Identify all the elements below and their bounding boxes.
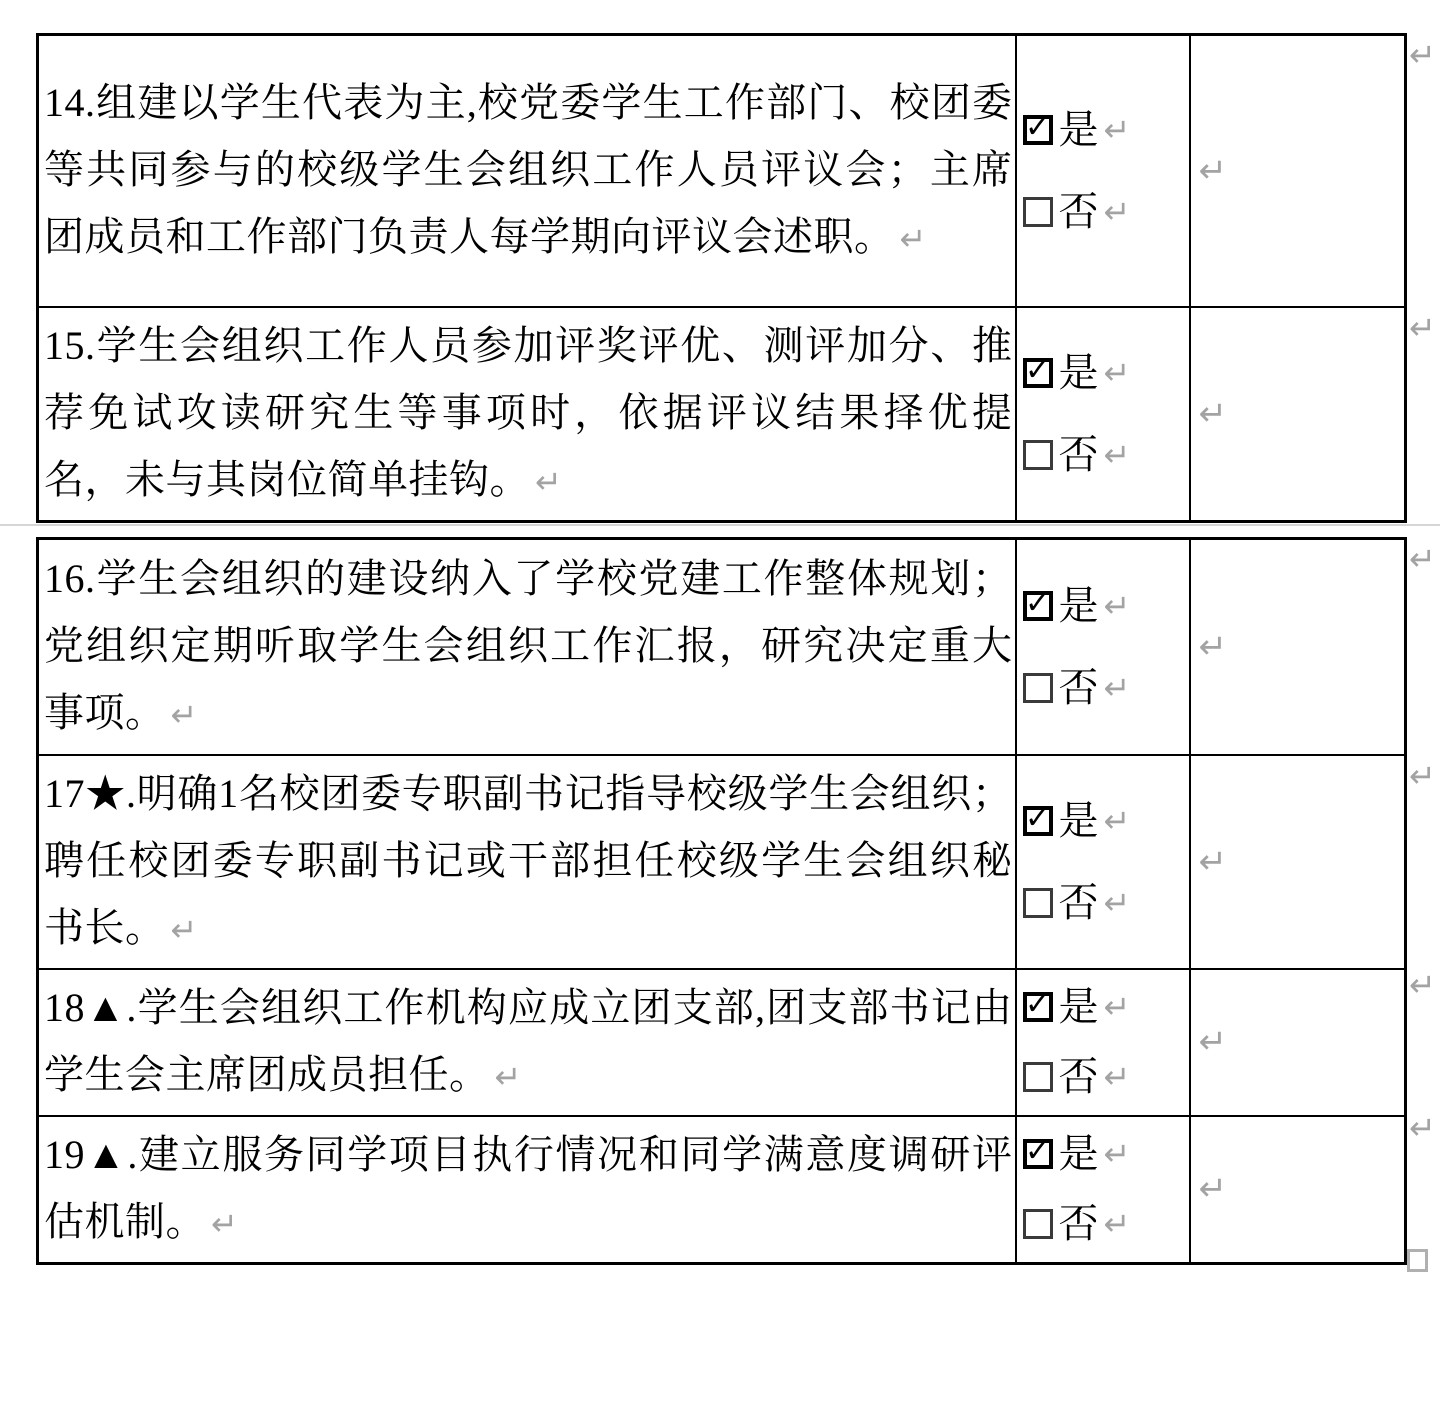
no-checkbox[interactable] [1023, 673, 1053, 703]
no-option [1023, 1055, 1189, 1099]
paragraph-mark-icon: ↵ [1103, 1135, 1131, 1173]
answer-cell-16 [1016, 539, 1190, 755]
check-mark-icon: ✓ [1024, 800, 1051, 836]
yes-label: 是 [1058, 582, 1099, 628]
paragraph-mark-icon: ↵ [535, 462, 562, 501]
answer-cell-14 [1016, 35, 1190, 307]
check-mark-icon: ✓ [1024, 1134, 1051, 1169]
notes-cell-15 [1190, 307, 1406, 522]
paragraph-mark-icon: ↵ [1103, 1058, 1131, 1096]
question-text: 19▲.建立服务同学项目执行情况和同学满意度调研评估机制。 [44, 1131, 1013, 1244]
answer-cell-18 [1016, 969, 1190, 1116]
yes-label: 是 [1058, 349, 1099, 395]
paragraph-mark-icon: ↵ [211, 1204, 238, 1243]
checklist-table-1 [36, 33, 1407, 523]
answer-cell-19 [1016, 1116, 1190, 1264]
question-text: 17★.明确1名校团委专职副书记指导校级学生会组织；聘任校团委专职副书记或干部担任校级学生会组织秘书长。 [44, 770, 1013, 950]
check-mark-icon: ✓ [1024, 987, 1051, 1022]
yes-option [1023, 108, 1189, 152]
paragraph-mark-icon: ↵ [1198, 841, 1227, 882]
paragraph-mark-icon: ↵ [1103, 586, 1131, 625]
yes-option [1023, 799, 1189, 843]
paragraph-mark-icon: ↵ [1103, 1205, 1131, 1243]
no-label: 否 [1058, 664, 1099, 710]
yes-option [1023, 351, 1189, 395]
yes-label: 是 [1058, 1131, 1099, 1176]
table-row-15 [38, 307, 1406, 522]
paragraph-mark-icon: ↵ [1198, 1022, 1227, 1062]
no-checkbox[interactable] [1023, 197, 1053, 227]
no-option [1023, 666, 1189, 710]
notes-cell-18 [1190, 969, 1406, 1116]
paragraph-mark-icon: ↵ [1103, 801, 1131, 840]
no-checkbox[interactable] [1023, 440, 1053, 470]
yes-label: 是 [1058, 797, 1099, 843]
answer-cell-15 [1016, 307, 1190, 522]
yes-label: 是 [1058, 984, 1099, 1029]
no-checkbox[interactable] [1023, 888, 1053, 918]
notes-cell-16 [1190, 539, 1406, 755]
no-label: 否 [1058, 1201, 1099, 1246]
paragraph-mark-icon: ↵ [1103, 668, 1131, 707]
row-end-mark-icon: ↵ [1409, 757, 1436, 795]
yes-label: 是 [1058, 106, 1099, 152]
table-row-19 [38, 1116, 1406, 1264]
notes-cell-19 [1190, 1116, 1406, 1264]
yes-checkbox[interactable] [1023, 585, 1053, 621]
paragraph-mark-icon: ↵ [494, 1057, 522, 1096]
no-checkbox[interactable] [1023, 1062, 1053, 1092]
answer-cell-17 [1016, 755, 1190, 969]
paragraph-mark-icon: ↵ [170, 910, 198, 949]
table-row-18 [38, 969, 1406, 1116]
question-text: 14.组建以学生代表为主,校党委学生工作部门、校团委等共同参与的校级学生会组织工作人员评议会；主席团成员和工作部门负责人每学期向评议会述职。 [44, 79, 1013, 259]
row-end-mark-icon: ↵ [1409, 1109, 1436, 1147]
paragraph-mark-icon: ↵ [1103, 988, 1131, 1026]
yes-checkbox[interactable] [1023, 109, 1053, 145]
paragraph-mark-icon: ↵ [1103, 192, 1131, 231]
paragraph-mark-icon: ↵ [170, 695, 198, 734]
question-cell-18 [38, 969, 1016, 1116]
yes-checkbox[interactable] [1023, 1134, 1053, 1169]
notes-cell-17 [1190, 755, 1406, 969]
row-end-mark-icon: ↵ [1409, 36, 1436, 74]
no-option [1023, 433, 1189, 477]
table-row-17 [38, 755, 1406, 969]
yes-checkbox[interactable] [1023, 352, 1053, 388]
question-cell-17 [38, 755, 1016, 969]
no-option [1023, 190, 1189, 234]
no-option [1023, 1202, 1189, 1246]
question-cell-19 [38, 1116, 1016, 1264]
no-label: 否 [1058, 431, 1099, 477]
yes-option [1023, 985, 1189, 1029]
no-label: 否 [1058, 1054, 1099, 1099]
question-cell-16 [38, 539, 1016, 755]
question-cell-15 [38, 307, 1016, 522]
paragraph-mark-icon: ↵ [1198, 626, 1227, 667]
paragraph-mark-icon: ↵ [1103, 883, 1131, 922]
question-text: 18▲.学生会组织工作机构应成立团支部,团支部书记由学生会主席团成员担任。 [44, 984, 1013, 1097]
paragraph-mark-icon: ↵ [899, 219, 927, 258]
yes-checkbox[interactable] [1023, 800, 1053, 836]
notes-cell-14 [1190, 35, 1406, 307]
question-text: 16.学生会组织的建设纳入了学校党建工作整体规划；党组织定期听取学生会组织工作汇报，研究决定重大事项。 [44, 555, 1013, 735]
question-cell-14 [38, 35, 1016, 307]
check-mark-icon: ✓ [1024, 109, 1051, 145]
paragraph-mark-icon: ↵ [1103, 353, 1131, 392]
no-option [1023, 881, 1189, 925]
page-break-divider [0, 524, 1440, 526]
row-end-mark-icon: ↵ [1409, 966, 1436, 1004]
yes-option [1023, 1132, 1189, 1176]
paragraph-mark-icon: ↵ [1198, 150, 1227, 191]
yes-checkbox[interactable] [1023, 987, 1053, 1022]
table-row-16 [38, 539, 1406, 755]
end-of-table-mark-icon [1407, 1249, 1428, 1272]
paragraph-mark-icon: ↵ [1198, 1169, 1227, 1209]
paragraph-mark-icon: ↵ [1103, 110, 1131, 149]
no-label: 否 [1058, 879, 1099, 925]
checklist-table-2 [36, 537, 1407, 1265]
question-text: 15.学生会组织工作人员参加评奖评优、测评加分、推荐免试攻读研究生等事项时，依据评议结果择优提名，未与其岗位简单挂钩。 [44, 322, 1013, 502]
paragraph-mark-icon: ↵ [1103, 435, 1131, 474]
row-end-mark-icon: ↵ [1409, 540, 1436, 578]
row-end-mark-icon: ↵ [1409, 309, 1436, 347]
no-checkbox[interactable] [1023, 1209, 1053, 1239]
no-label: 否 [1058, 188, 1099, 234]
check-mark-icon: ✓ [1024, 352, 1051, 388]
paragraph-mark-icon: ↵ [1198, 393, 1227, 434]
table-row-14 [38, 35, 1406, 307]
yes-option [1023, 584, 1189, 628]
check-mark-icon: ✓ [1024, 585, 1051, 621]
